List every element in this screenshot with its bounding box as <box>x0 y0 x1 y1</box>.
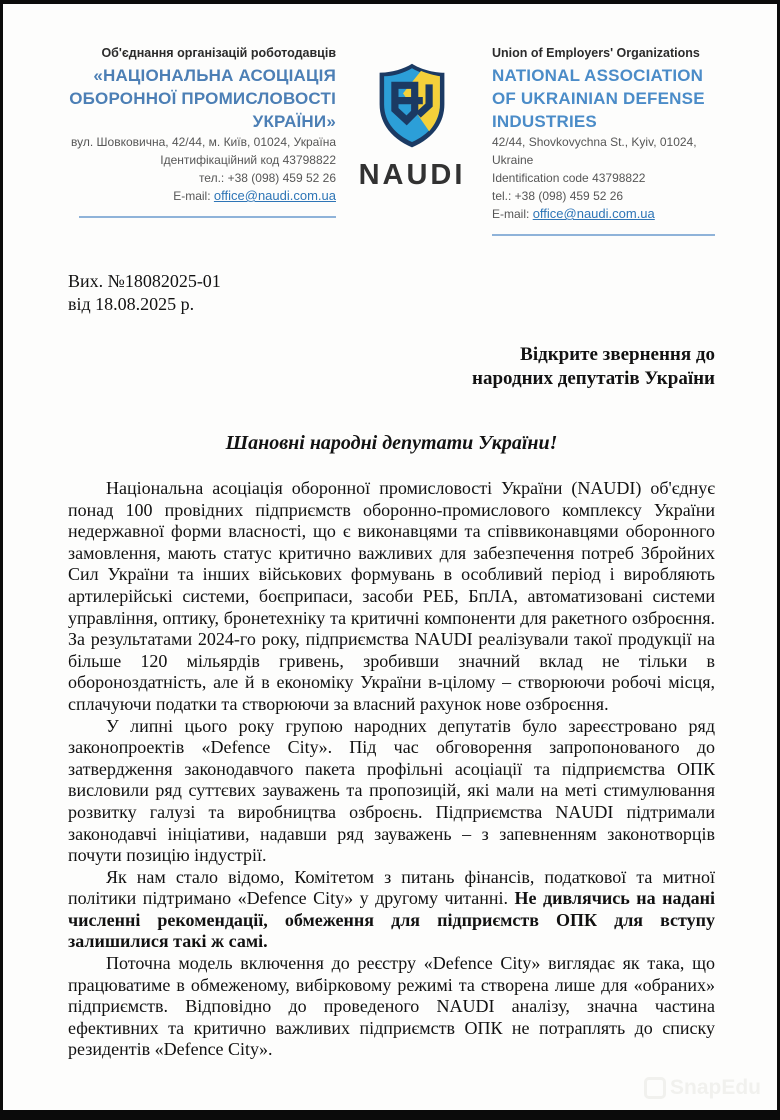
email-label-uk: E-mail: <box>173 189 211 203</box>
paragraph-4: Поточна модель включення до реєстру «Defence City» виглядає як така, що працюватиме в обмеженому, вибірковому режимі та створена лише для «обраних» підприємств. Відповідно до проведеного NAUDI аналізу, значна частина ефективних та критично важливих підприємств ОПК не потраплять до списку резидентів «Defence City». <box>68 953 715 1060</box>
letterhead-english-block <box>488 45 715 236</box>
paragraph-3-normal: Як нам стало відомо, Комітетом з питань фінансів, податкової та митної політики підтримано «Defence City» у другому читанні. <box>68 866 715 909</box>
recipient-line1: Відкрите звернення до <box>520 344 715 365</box>
org-title-en-line1: NATIONAL ASSOCIATION <box>492 66 704 85</box>
letter-page <box>3 4 777 1110</box>
paragraph-1: Національна асоціація оборонної промисловості України (NAUDI) об'єднує понад 100 провідних підприємств оборонно-промислового комплексу України недержавної форми власності, що є виконавцями та співвиконавцями оборонного замовлення, мають статус критично важливих для забезпечення потреб Збройних Сил України та інших військових формувань в особливий період і виробляють артилерійські системи, боєприпаси, засоби РЕБ, БпЛА, автоматизовані системи управління, оптику, бронетехніку та критичні компоненти для ракетного озброєння. За результатами 2024-го року, підприємства NAUDI реалізували такої продукції на більше 120 мільярдів гривень, зробивши значний вклад не тільки в обороноздатність, але й в економіку України в-цілому – створюючи робочі місця, сплачуючи податки та створюючи за власний рахунок нове озброєння. <box>68 478 715 714</box>
letterhead <box>68 45 715 236</box>
ref-date: від 18.08.2025 р. <box>68 294 195 314</box>
recipient-line2: народних депутатів України <box>472 368 715 389</box>
header-divider-right <box>492 234 715 236</box>
letter-body <box>68 478 715 1061</box>
naudi-wordmark: NAUDI <box>358 159 466 191</box>
org-title-uk-line1: «НАЦІОНАЛЬНА АСОЦІАЦІЯ <box>93 66 336 85</box>
phone-uk: тел.: +38 (098) 459 52 26 <box>198 171 336 185</box>
reference-block <box>68 270 715 316</box>
paragraph-3-bold: Не дивлячись на надані численні рекомендації, обмеження для підприємств ОПК для вступу залишилися такі ж самі. <box>68 888 715 952</box>
naudi-logo <box>336 45 488 236</box>
watermark-icon <box>644 1077 666 1099</box>
email-link-uk[interactable]: office@naudi.com.ua <box>213 188 336 203</box>
org-type-en: Union of Employers' Organizations <box>492 46 700 60</box>
org-title-uk-line3: УКРАЇНИ» <box>252 112 336 131</box>
address-en: 42/44, Shovkovychna St., Kyiv, 01024, Ukraine <box>492 135 697 167</box>
email-row-en <box>492 205 715 223</box>
org-type-uk: Об'єднання організацій роботодавців <box>101 46 336 60</box>
email-label-en: E-mail: <box>492 207 530 221</box>
org-title-en-line3: INDUSTRIES <box>492 112 597 131</box>
salutation: Шановні народні депутати України! <box>225 432 558 454</box>
phone-en: tel.: +38 (098) 459 52 26 <box>492 189 624 203</box>
email-link-en[interactable]: office@naudi.com.ua <box>532 206 655 221</box>
id-code-en: Identification code 43798822 <box>492 171 646 185</box>
recipient-heading <box>68 343 715 391</box>
org-title-en-line2: OF UKRAINIAN DEFENSE <box>492 89 705 108</box>
naudi-shield-icon <box>366 61 458 151</box>
org-title-uk-line2: ОБОРОННОЇ ПРОМИСЛОВОСТІ <box>69 89 336 108</box>
id-code-uk: Ідентифікаційний код 43798822 <box>160 153 336 167</box>
header-divider-left <box>79 216 336 218</box>
watermark <box>644 1076 761 1100</box>
paragraph-3 <box>68 867 715 953</box>
ref-number: Вих. №18082025-01 <box>68 271 221 291</box>
letterhead-ukrainian-block <box>68 45 336 236</box>
paragraph-2: У липні цього року групою народних депутатів було зареєстровано ряд законопроектів «Defence City». Під час обговорення запропонованого до затвердження законодавчого пакета профільні асоціації та підприємства ОПК висловили ряд суттєвих зауважень та пропозицій, які мали на меті стимулювання розвитку галузі та виробництва озброєнь. Підприємства NAUDI підтримали законодавчі ініціативи, надавши ряд зауважень – з запевненням законотворців почути позицію індустрії. <box>68 715 715 866</box>
watermark-text: SnapEdu <box>669 1076 761 1099</box>
address-uk: вул. Шовковична, 42/44, м. Київ, 01024, Україна <box>71 135 336 149</box>
email-row-uk <box>68 187 336 205</box>
